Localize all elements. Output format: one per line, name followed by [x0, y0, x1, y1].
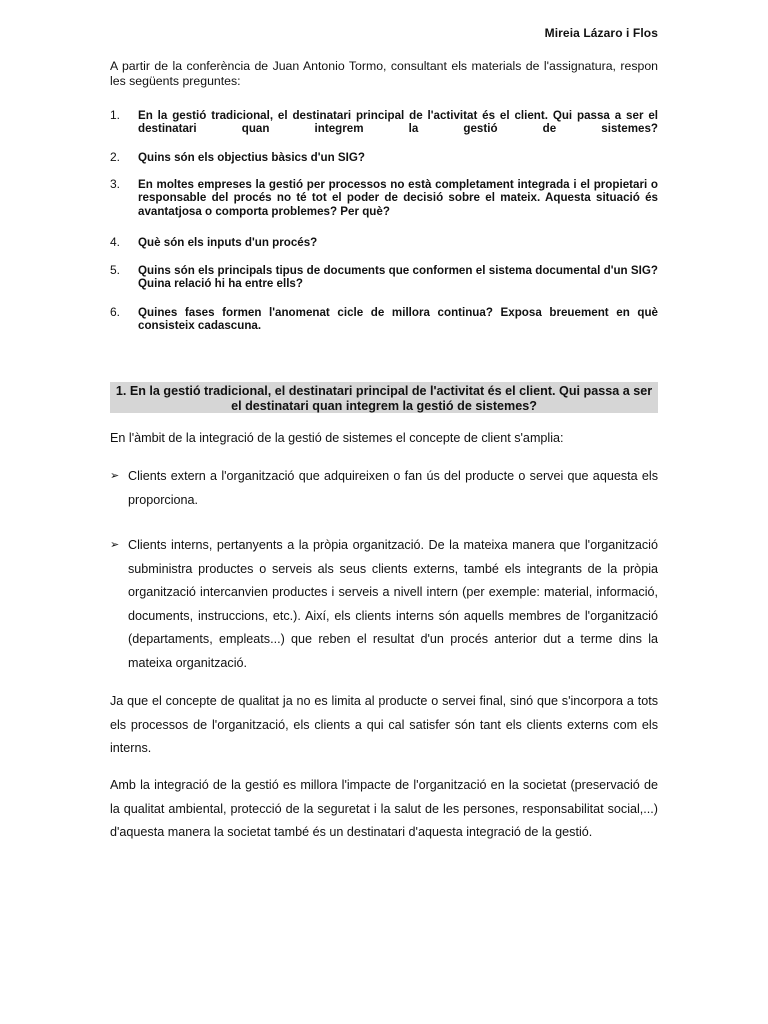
- arrowhead-bullet-icon: ➢: [110, 470, 120, 482]
- question-text: Quins són els principals tipus de documents que conformen el sistema documental d'un SIG? Quina relació hi ha entre ells?: [138, 264, 658, 291]
- question-text: En la gestió tradicional, el destinatari principal de l'activitat és el client. Qui passa a ser el destinatari quan integrem la gestió de sistemes?: [138, 109, 658, 136]
- arrowhead-bullet-icon: ➢: [110, 539, 120, 551]
- question-text: Què són els inputs d'un procés?: [138, 236, 318, 249]
- body-paragraph: Amb la integració de la gestió es millora l'impacte de l'organització en la societat (preservació de la qualitat ambiental, protecció de la seguretat i la salut de les persones, responsabilitat social,...) d'aquesta manera la societat també és un destinatari d'aquesta integració de la gestió.: [110, 778, 658, 840]
- bullet-text: Clients interns, pertanyents a la pròpia organització. De la mateixa manera que l'organització subministra productes o serveis als seus clients externs, també els integrants de la pròpia organització intercanvien productes i serveis a nivell intern (per exemple: material, informació, documents, instruccions, etc.). Així, els clients interns són aquells membres de l'organització (departaments, empleats...) que reben el resultat d'un procés anterior dut a terme dins la mateixa organització.: [128, 538, 658, 670]
- section-heading-bar: [110, 382, 658, 413]
- question-number: 3.: [110, 177, 121, 191]
- question-text: Quines fases formen l'anomenat cicle de millora continua? Exposa breuement en què consisteix cadascuna.: [138, 306, 658, 333]
- question-number: 5.: [110, 263, 121, 277]
- intro-paragraph: A partir de la conferència de Juan Antonio Tormo, consultant els materials de l'assignatura, respon les següents preguntes:: [110, 59, 658, 88]
- question-number: 4.: [110, 235, 121, 249]
- question-number: 6.: [110, 305, 121, 319]
- section-title: 1. En la gestió tradicional, el destinatari principal de l'activitat és el client. Qui passa a ser el destinatari quan integrem la gestió de sistemes?: [115, 384, 653, 413]
- body-paragraph: Ja que el concepte de qualitat ja no es limita al producte o servei final, sinó que s'incorpora a tots els processos de l'organització, els clients a qui cal satisfer són tant els clients externs com els interns.: [110, 694, 658, 756]
- bullet-text: Clients extern a l'organització que adquireixen o fan ús del producte o servei que aquesta els proporciona.: [128, 469, 658, 507]
- question-text: Quins són els objectius bàsics d'un SIG?: [138, 151, 365, 164]
- section-lead-paragraph: En l'àmbit de la integració de la gestió de sistemes el concepte de client s'amplia:: [110, 431, 564, 445]
- question-number: 2.: [110, 150, 121, 164]
- author-name: Mireia Lázaro i Flos: [544, 26, 658, 40]
- question-text: En moltes empreses la gestió per processos no està completament integrada i el propietari o responsable del procés no té tot el poder de decisió sobre el mateix. Aquesta situació és avantatjosa o comporta problemes? Per què?: [138, 178, 658, 218]
- question-number: 1.: [110, 108, 121, 122]
